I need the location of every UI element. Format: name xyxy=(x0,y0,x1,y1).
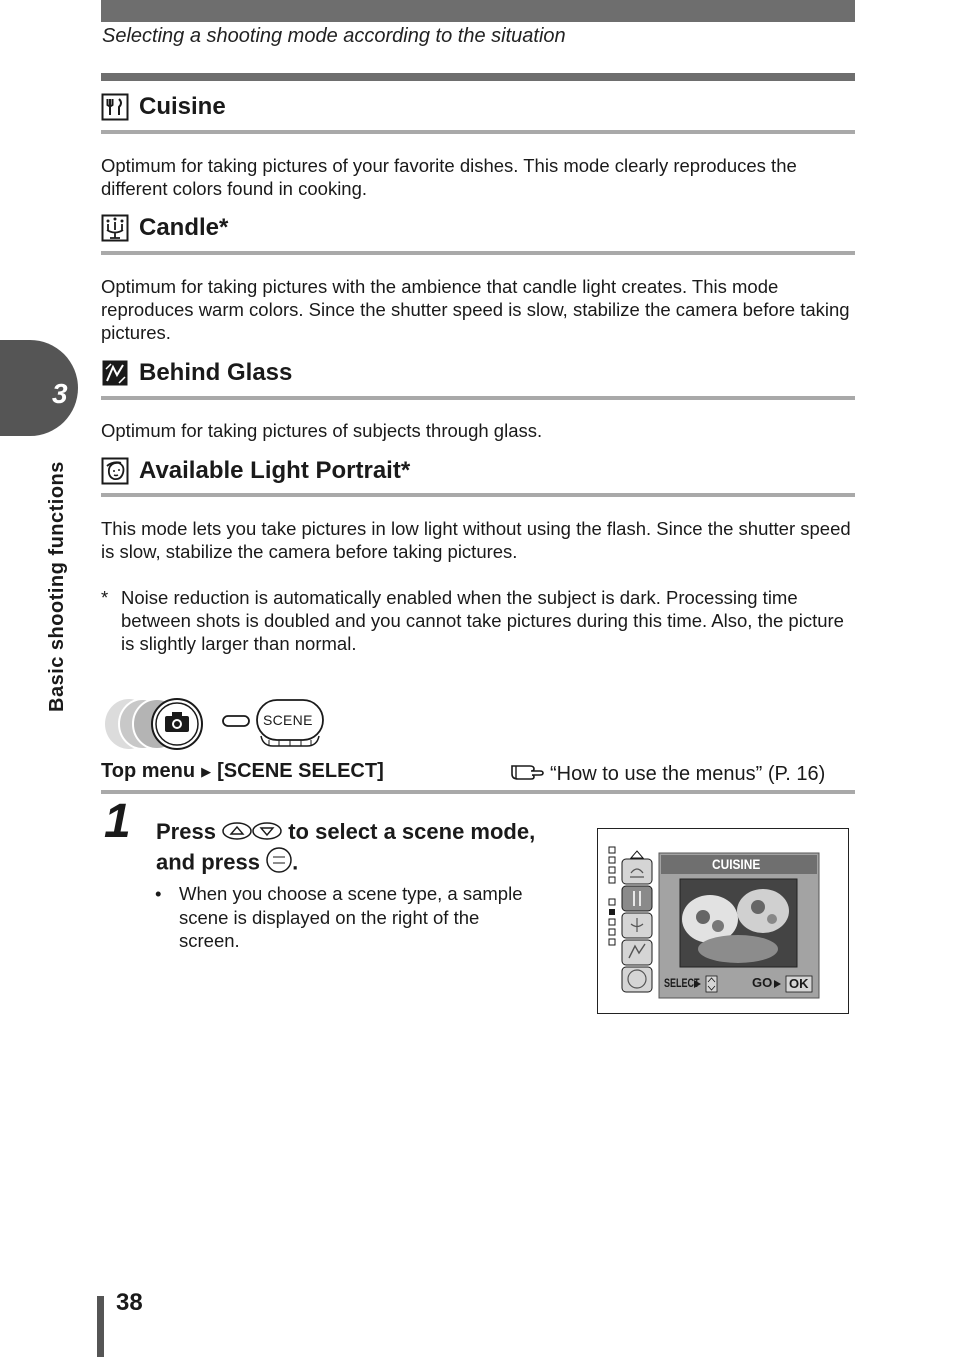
mode-dial-graphic xyxy=(103,698,333,750)
step-title-press: Press xyxy=(156,819,216,844)
section-title: Cuisine xyxy=(139,93,226,120)
section-title: Behind Glass xyxy=(139,359,293,386)
available-light-portrait-icon xyxy=(101,457,129,485)
page-number-bar xyxy=(97,1296,104,1357)
section-rule xyxy=(101,396,855,400)
section-body: This mode lets you take pictures in low light without using the flash. Since the shutter speed is slow, stabilize the camera before taking pictures. xyxy=(101,518,851,562)
section-title: Available Light Portrait* xyxy=(139,457,411,484)
step-title-and-press: and press xyxy=(156,849,260,875)
section-heading-cuisine xyxy=(101,93,226,121)
bullet-dot: • xyxy=(155,883,162,904)
camera-screen-illustration xyxy=(597,828,849,1014)
step-title-period: . xyxy=(292,849,299,875)
footnote-mark: * xyxy=(101,587,109,608)
pointing-hand-icon xyxy=(510,760,546,788)
section-rule xyxy=(101,790,855,794)
candle-icon xyxy=(101,214,129,242)
screen-mode-label: CUISINE xyxy=(712,856,761,872)
chapter-number: 3 xyxy=(52,378,68,409)
step-number: 1 xyxy=(104,795,131,848)
section-body: Optimum for taking pictures with the ambience that candle light creates. This mode reproduces warm colors. Since the shutter speed is slow, stabilize the camera before taking pictures. xyxy=(101,276,850,343)
section-title: Candle* xyxy=(139,214,229,241)
cuisine-icon xyxy=(101,93,129,121)
header-bar xyxy=(101,0,855,22)
menu-path-top: Top menu xyxy=(101,760,196,782)
screen-go-label: GO xyxy=(752,975,773,990)
menu-path-item: [SCENE SELECT] xyxy=(217,760,384,782)
scene-label: SCENE xyxy=(263,712,313,728)
arrow-down-button-icon xyxy=(252,819,282,847)
footnote xyxy=(101,586,861,655)
screen-ok-label: OK xyxy=(789,976,809,991)
section-separator xyxy=(101,73,855,81)
chapter-title: Basic shooting functions xyxy=(46,461,68,712)
step-title-action: to select a scene mode, xyxy=(288,819,536,844)
menu-reference xyxy=(510,760,825,788)
section-heading-candle xyxy=(101,214,228,242)
menu-path-arrow: ▶ xyxy=(201,763,212,779)
step-title xyxy=(156,818,576,880)
screen-select-label: SELECT xyxy=(664,976,700,990)
section-body: Optimum for taking pictures of subjects through glass. xyxy=(101,420,543,441)
section-body: Optimum for taking pictures of your favorite dishes. This mode clearly reproduces the different colors found in cooking. xyxy=(101,155,797,199)
step-bullet xyxy=(155,882,535,953)
ok-menu-button-icon xyxy=(266,847,292,880)
menu-path xyxy=(101,760,384,783)
behind-glass-icon xyxy=(101,359,129,387)
menu-reference-text: “How to use the menus” (P. 16) xyxy=(550,762,826,785)
section-heading-behind-glass xyxy=(101,359,292,387)
bullet-text: When you choose a scene type, a sample scene is displayed on the right of the screen. xyxy=(179,883,523,951)
section-rule xyxy=(101,493,855,497)
section-rule xyxy=(101,130,855,134)
section-rule xyxy=(101,251,855,255)
page-number: 38 xyxy=(116,1289,143,1316)
section-heading-available-light-portrait xyxy=(101,457,410,485)
running-header: Selecting a shooting mode according to the situation xyxy=(102,25,566,47)
footnote-text: Noise reduction is automatically enabled when the subject is dark. Processing time between shots is doubled and you cannot take pictures during this time. Also, the picture is slightly larger than normal. xyxy=(121,587,844,654)
arrow-up-button-icon xyxy=(222,819,252,847)
